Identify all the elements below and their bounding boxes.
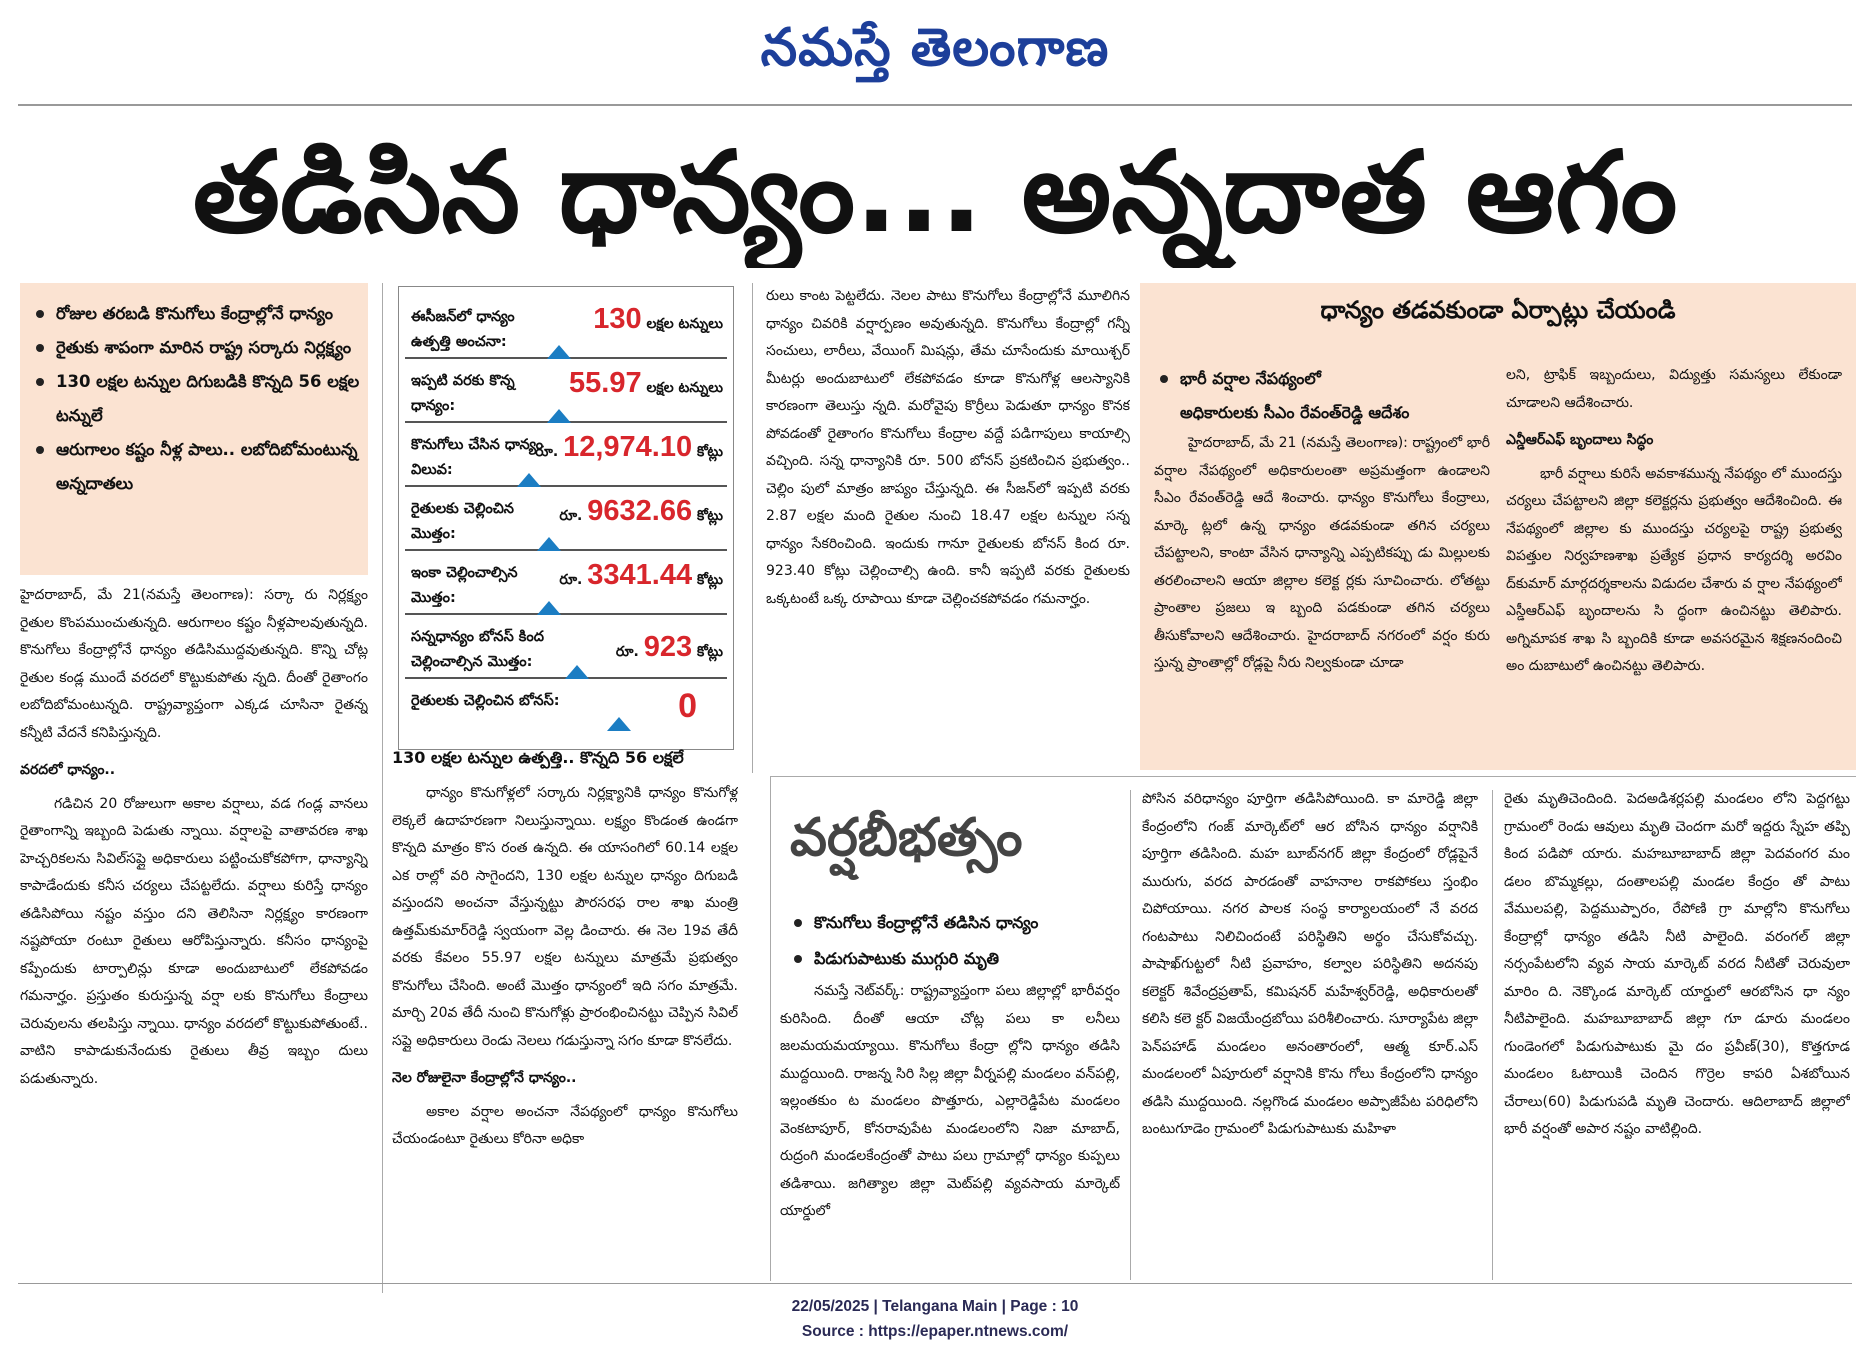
article-body: గడిచిన 20 రోజులుగా అకాల వర్షాలు, వడ గండ్ల వానలు రైతాంగాన్ని ఇబ్బంది పెడుతు న్నాయి. వర్షాలపై వాతావరణ శాఖ హెచ్చరికలను సివిల్‌సప్లై అధికారులు పట్టించుకోకపోగా, ధాన్యాన్ని కాపాడేందుకు కనీస చర్యలు చేపట్టలేదు. వర్షాలు కురిస్తే ధాన్యం తడిసిపోయి నష్టం వస్తుం దని తెలిసినా నిర్లక్ష్యం కారణంగా నష్టపోయా రంటూ రైతులు ఆరోపిస్తున్నారు. కనీసం ధాన్యంపై కప్పేందుకు టార్పాలిన్లు కూడా అందుబాటులో లేకపోవడం గమనార్హం. ప్రస్తుతం కురుస్తున్న వర్షా లకు కొనుగోలు కేంద్రాలు చెరువులను తలపిస్తు న్నాయి. ధాన్యం వరదలో కొట్టుకుపోతుంటే.. వాటిని కాపాడుకునేందుకు రైతులు తీవ్ర ఇబ్బం దులు పడుతున్నారు. (20, 795, 368, 1087)
column-divider (382, 283, 383, 1293)
callout-column-2 (1506, 362, 1842, 762)
callout-body: హైదరాబాద్, మే 21 (నమస్తే తెలంగాణ): రాష్ట్రంలో భారీ వర్షాల నేపథ్యంలో అధికారులంతా అప్రమత్తంగా ఉండాలని సీఎం రేవంత్‌రెడ్డి ఆదే శించారు. ధాన్యం కొనుగోలు కేంద్రాలు, మార్కె ట్లలో ఉన్న ధాన్యం తడవకుండా తగిన చర్యలు చేపట్టాలని, కాంటా వేసిన ధాన్యాన్ని ఎప్పటికప్పు డు మిల్లులకు తరలించాలని ఆయా జిల్లాల కలెక్ట ర్లకు సూచించారు. లోతట్టు ప్రాంతాల ప్రజలు ఇ బ్బంది పడకుండా తగిన చర్యలు తీసుకోవాలని ఆదేశించారు. హైదరాబాద్ నగరంలో వర్షం కురు స్తున్న ప్రాంతాల్లో రోడ్లపై నీరు నిల్వకుండా చూడా (1154, 435, 1490, 671)
article-body: పోసిన వరిధాన్యం పూర్తిగా తడిసిపోయింది. కా మారెడ్డి జిల్లా కేంద్రంలోని గంజ్ మార్కెట్‌లో ఆర బోసిన ధాన్యం వర్షానికి పూర్తిగా తడిసింది. మహ బూబ్‌నగర్ జిల్లా కేంద్రంలో రోడ్లపైనే మురుగు, వరద పారడంతో వాహనాల రాకపోకలు స్తంభిం చిపోయాయి. నగర పాలక సంస్థ కార్యాలయంలో నే వరద గంటపాటు నిలిచిందంటే పరిస్థితిని అర్థం చేసుకోవచ్చు. పాషాఖ్‌గుట్టలో నీటి ప్రవాహం, కల్వాల పరిస్థితిని అదనపు కలెక్టర్ శివేంద్రప్రతాప్, కమిషనర్ మహేశ్వర్‌రెడ్డి, అధికారులతో కలిసి కలె క్టర్ విజయేంద్రబోయి పరిశీలించారు. సూర్యాపేట జిల్లా పెన్‌పహాడ్ మండలం అనంతారంలో, ఆత్మ కూర్.ఎస్ మండలంలో ఏపూరులో వర్షానికి కొను గోలు కేంద్రంలోని ధాన్యం తడిసి ముద్దయింది. నల్లగొండ మండలం అప్పాజీపేట పరిధిలోని బంటుగూడెం గ్రామంలో పిడుగుపాటుకు మహిళా (1142, 791, 1478, 1137)
triangle-marker-icon (607, 717, 631, 731)
article-column-1 (20, 582, 368, 1282)
footer-source-link[interactable]: Source : https://epaper.ntnews.com/ (801, 1323, 1069, 1340)
triangle-marker-icon (517, 473, 541, 487)
stat-value: రూ. 9632.66 కోట్లు (559, 495, 723, 527)
section-title: వర్షబీభత్సం (790, 808, 1023, 868)
article-body: ధాన్యం కొనుగోళ్లలో సర్కారు నిర్లక్ష్యానికి ధాన్యం కొనుగోళ్ల లెక్కలే ఉదాహరణగా నిలుస్తున్నాయి. లక్ష్యం కొండంత ఉండగా కొన్నది మాత్రం కొస రంత ఉన్నది. ఈ యాసంగిలో 60.14 లక్షల ఎక రాల్లో వరి సాగైందని, 130 లక్షల టన్నుల ధాన్యం దిగుబడి వస్తుందని అంచనా వేస్తున్నట్టు పౌరసరఫ రాల శాఖ మంత్రి ఉత్తమ్‌కుమార్‌రెడ్డి స్వయంగా వెల్ల డించారు. ఈ నెల 19వ తేదీ వరకు కేవలం 55.97 లక్షల టన్నులు మాత్రమే ప్రభుత్వం కొనుగోలు చేసింది. అంటే మొత్తం ధాన్యంలో ఇది సగం మాత్రమే. మార్చి 20వ తేదీ నుంచి కొనుగోళ్లు ప్రారంభించినట్టు చెప్పిన సివిల్ సప్లై అధికారులు రెండు నెలలు గడుస్తున్నా సగం కూడా కొనలేదు. (392, 785, 738, 1049)
stat-label: ఇంకా చెల్లించాల్సిన మొత్తం: (411, 565, 518, 606)
article-dateline: హైదరాబాద్, మే 21(నమస్తే తెలంగాణ): సర్కా రు నిర్లక్ష్యం రైతుల కొంపముంచుతున్నది. ఆరుగాలం కష్టం నీళ్లపాలవుతున్నది. కొనుగోలు కేంద్రాల్లోనే ధాన్యం తడిసిముద్దవుతున్నది. కొన్ని చోట్ల రైతుల కండ్ల ముందే వరదలో కొట్టుకుపోతు న్నది. దీంతో రైతాంగం లబోదిబోమంటున్నది. రాష్ట్రవ్యాప్తంగా ఎక్కడ చూసినా రైతన్న కన్నీటి వేదనే కనిపిస్తున్నది. (20, 587, 368, 741)
stat-label: ఇప్పటి వరకు కొన్న ధాన్యం: (411, 373, 515, 414)
stat-label: ఈసీజన్‌లో ధాన్యం ఉత్పత్తి అంచనా: (411, 309, 515, 350)
stat-row (405, 487, 727, 551)
highlight-item: రోజుల తరబడి కొనుగోలు కేంద్రాల్లోనే ధాన్యం (30, 297, 360, 331)
stat-row (405, 295, 727, 359)
stat-row (405, 679, 727, 741)
stats-caption: 130 లక్షల టన్నుల ఉత్పత్తి.. కొన్నది 56 లక్షలే (392, 748, 684, 767)
stat-value: 0 (678, 687, 697, 725)
page-headline: తడిసిన ధాన్యం... అన్నదాత ఆగం (192, 128, 1678, 258)
masthead-divider (18, 104, 1852, 106)
masthead (0, 0, 1870, 96)
stat-value: 130 లక్షల టన్నులు (593, 303, 723, 335)
triangle-marker-icon (537, 601, 561, 615)
triangle-marker-icon (547, 345, 571, 359)
article-body: రైతు మృతిచెందింది. పెదఅడిశర్లపల్లి మండలం లోని పెద్దగట్టు గ్రామంలో రెండు ఆవులు మృతి చెందగా మరో ఇద్దరు స్నేహ తప్పి కింద పడిపో యారు. మహబూబాబాద్ జిల్లా పెదవంగర మం డలం బొమ్మకల్లు, దంతాలపల్లి మండల కేంద్రం తో పాటు వేములపల్లి, పెద్దముప్పారం, రేపోణి గ్రా మాల్లోని కొనుగోలు కేంద్రాల్లో ధాన్యం తడిసి నీటి పాలైంది. వరంగల్ జిల్లా నర్సంపేటలోని వ్యవ సాయ మార్కెట్ వరద నీటితో చెరువులా మారిం ది. నెక్కొండ మార్కెట్ యార్డులో ఆరబోసిన ధా న్యం నీటిపాలైంది. మహబూబాబాద్ జిల్లా గూ డూరు మండలం గుండెంగలో పిడుగుపాటుకు మై దం ప్రవీణ్(30), కొత్తగూడ మండలం ఓటాయికి చెందిన గొర్రెల కాపరి ఏశబోయిన చేరాలు(60) పిడుగుపడి మృతి చెందారు. ఆదిలాబాద్ జిల్లాలో భారీ వర్షంతో అపార నష్టం వాటిల్లింది. (1504, 791, 1850, 1137)
highlight-item: ఆరుగాలం కష్టం నీళ్ల పాలు.. లబోదిబోమంటున్న అన్నదాతలు (30, 433, 360, 501)
triangle-marker-icon (537, 537, 561, 551)
callout-column-1 (1154, 362, 1490, 762)
stat-label: రైతులకు చెల్లించిన మొత్తం: (411, 501, 514, 542)
section-frame-top (770, 776, 1856, 777)
page-footer (0, 1294, 1870, 1344)
varsha-column-3 (1504, 786, 1850, 1280)
triangle-marker-icon (547, 409, 571, 423)
callout-subheading: ఎన్డీఆర్ఎఫ్ బృందాలు సిద్ధం (1506, 432, 1654, 448)
varsha-column-1 (780, 978, 1120, 1280)
article-column-2 (392, 780, 738, 1280)
stat-row (405, 551, 727, 615)
highlight-item: 130 లక్షల టన్నుల దిగుబడికి కొన్నది 56 లక్షల టన్నులే (30, 365, 360, 433)
section-frame-left (770, 776, 771, 1281)
callout-body: లని, ట్రాఫిక్ ఇబ్బందులు, విద్యుత్తు సమస్యలు లేకుండా చూడాలని ఆదేశించారు. (1506, 367, 1842, 411)
callout-subheading-2: అధికారులకు సీఎం రేవంత్‌రెడ్డి ఆదేశం (1180, 403, 1410, 422)
callout-subheading: భారీ వర్షాల నేపథ్యంలో (1154, 362, 1490, 396)
article-subheading: నెల రోజులైనా కేంద్రాల్లోనే ధాన్యం.. (392, 1070, 577, 1086)
stat-label: సన్నధాన్యం బోనస్ కింద చెల్లించాల్సిన మొత్తం: (411, 629, 544, 670)
stat-row (405, 615, 727, 679)
stat-value: రూ. 923 కోట్లు (615, 631, 723, 663)
callout-title: ధాన్యం తడవకుండా ఏర్పాట్లు చేయండి (1320, 296, 1676, 324)
footer-divider (18, 1283, 1852, 1284)
column-divider (1492, 790, 1493, 1280)
stat-row (405, 423, 727, 487)
column-divider (1130, 790, 1131, 1280)
footer-date-page: 22/05/2025 | Telangana Main | Page : 10 (791, 1298, 1079, 1315)
masthead-title: నమస్తే తెలంగాణ (760, 18, 1110, 78)
stat-label: రైతులకు చెల్లించిన బోనస్: (411, 693, 560, 709)
stat-value: రూ. 3341.44 కోట్లు (559, 559, 723, 591)
stats-table (398, 286, 734, 750)
stat-row (405, 359, 727, 423)
highlight-item: రైతుకు శాపంగా మారిన రాష్ట్ర సర్కారు నిర్లక్ష్యం (30, 331, 360, 365)
article-column-3 (766, 283, 1130, 763)
article-body: అకాల వర్షాల అంచనా నేపథ్యంలో ధాన్యం కొనుగోలు చేయండంటూ రైతులు కోరినా అధికా (392, 1103, 738, 1147)
varsha-column-2 (1142, 786, 1478, 1280)
stat-value: 55.97 లక్షల టన్నులు (569, 367, 723, 399)
article-subheading: వరదలో ధాన్యం.. (20, 762, 116, 778)
highlights-box (20, 283, 368, 575)
section-bullet: పిడుగుపాటుకు ముగ్గురి మృతి (790, 944, 1110, 974)
article-body: రులు కాంట పెట్టలేదు. నెలల పాటు కొనుగోలు కేంద్రాల్లోనే మూలిగిన ధాన్యం చివరికి వర్షార్పణం అవుతున్నది. కొనుగోలు కేంద్రాల్లో గన్నీ సంచులు, లారీలు, వేయింగ్ మిషన్లు, తేమ చూసేందుకు మాయిశ్చర్ మీటర్లు అందుబాటులో లేకపోవడం కూడా కొనుగోళ్ల ఆలస్యానికి కారణంగా తెలుస్తు న్నది. మరోవైపు కొర్రీలు పెడుతూ ధాన్యం కొనక పోవడంతో రైతాంగం కొనుగోలు కేంద్రాల వద్దే పడిగాపులు కాయాల్సి వచ్చింది. సన్న ధాన్యానికి రూ. 500 బోనస్ ప్రకటించిన ప్రభుత్వం.. చెల్లిం పులో మాత్రం జాప్యం చేస్తున్నది. ఈ సీజన్‌లో ఇప్పటి వరకు 2.87 లక్షల మంది రైతుల నుంచి 18.47 లక్షల టన్నుల సన్న ధాన్యం సేకరించింది. ఇందుకు గానూ రైతులకు బోనస్ కింద రూ. 923.40 కోట్లు చెల్లించాల్సి ఉంది. కానీ ఇప్పటి వరకు రైతులకు ఒక్కటంటే ఒక్క రూపాయి కూడా చెల్లించకపోవడం గమనార్హం. (766, 288, 1130, 607)
section-bullet: కొనుగోలు కేంద్రాల్లోనే తడిసిన ధాన్యం (790, 908, 1110, 938)
column-divider (752, 283, 753, 773)
callout-body: భారీ వర్షాలు కురిసే అవకాశమున్న నేపథ్యం లో ముందస్తు చర్యలు చేపట్టాలని జిల్లా కలెక్టర్లను ప్రభుత్వం ఆదేశించింది. ఈ నేపథ్యంలో జిల్లాల కు ముందస్తు చర్యలపై రాష్ట్ర ప్రభుత్వ విపత్తుల నిర్వహణశాఖ ప్రత్యేక ప్రధాన కార్యదర్శి అరవిం ద్‌కుమార్ మార్గదర్శకాలను విడుదల చేశారు వ ర్షాల నేపథ్యంలో ఎస్డీఆర్ఎఫ్ బృందాలను సి ద్ధంగా ఉంచినట్టు తెలిపారు. అగ్నిమాపక శాఖ సి బ్బందికి కూడా అవసరమైన శిక్షణనందించి అం దుబాటులో ఉంచినట్టు తెలిపారు. (1506, 465, 1842, 674)
triangle-marker-icon (565, 665, 589, 679)
stat-label: కొనుగోలు చేసిన ధాన్యం విలువ: (411, 437, 544, 478)
article-body: నమస్తే నెట్‌వర్క్: రాష్ట్రవ్యాప్తంగా పలు జిల్లాల్లో భారీవర్షం కురిసింది. దీంతో ఆయా చోట్ల పలు కా లనీలు జలమయమయ్యాయి. కొనుగోలు కేంద్రా ల్లోని ధాన్యం తడిసి ముద్దయింది. రాజన్న సిరి సిల్ల జిల్లా వీర్నపల్లి మండలం వన్‌పల్లి, ఇల్లంతకుం ట మండలం పొత్తూరు, ఎల్లారెడ్డిపేట మండలం వెంకటాపూర్, కోనరావుపేట మండలంలోని నిజా మాబాద్, రుద్రంగి మండలకేంద్రంతో పాటు పలు గ్రామాల్లో ధాన్యం కుప్పలు తడిశాయి. జగిత్యాల జిల్లా మెట్‌పల్లి వ్యవసాయ మార్కెట్ యార్డులో (780, 983, 1120, 1219)
stat-value: రూ. 12,974.10 కోట్లు (535, 431, 723, 463)
